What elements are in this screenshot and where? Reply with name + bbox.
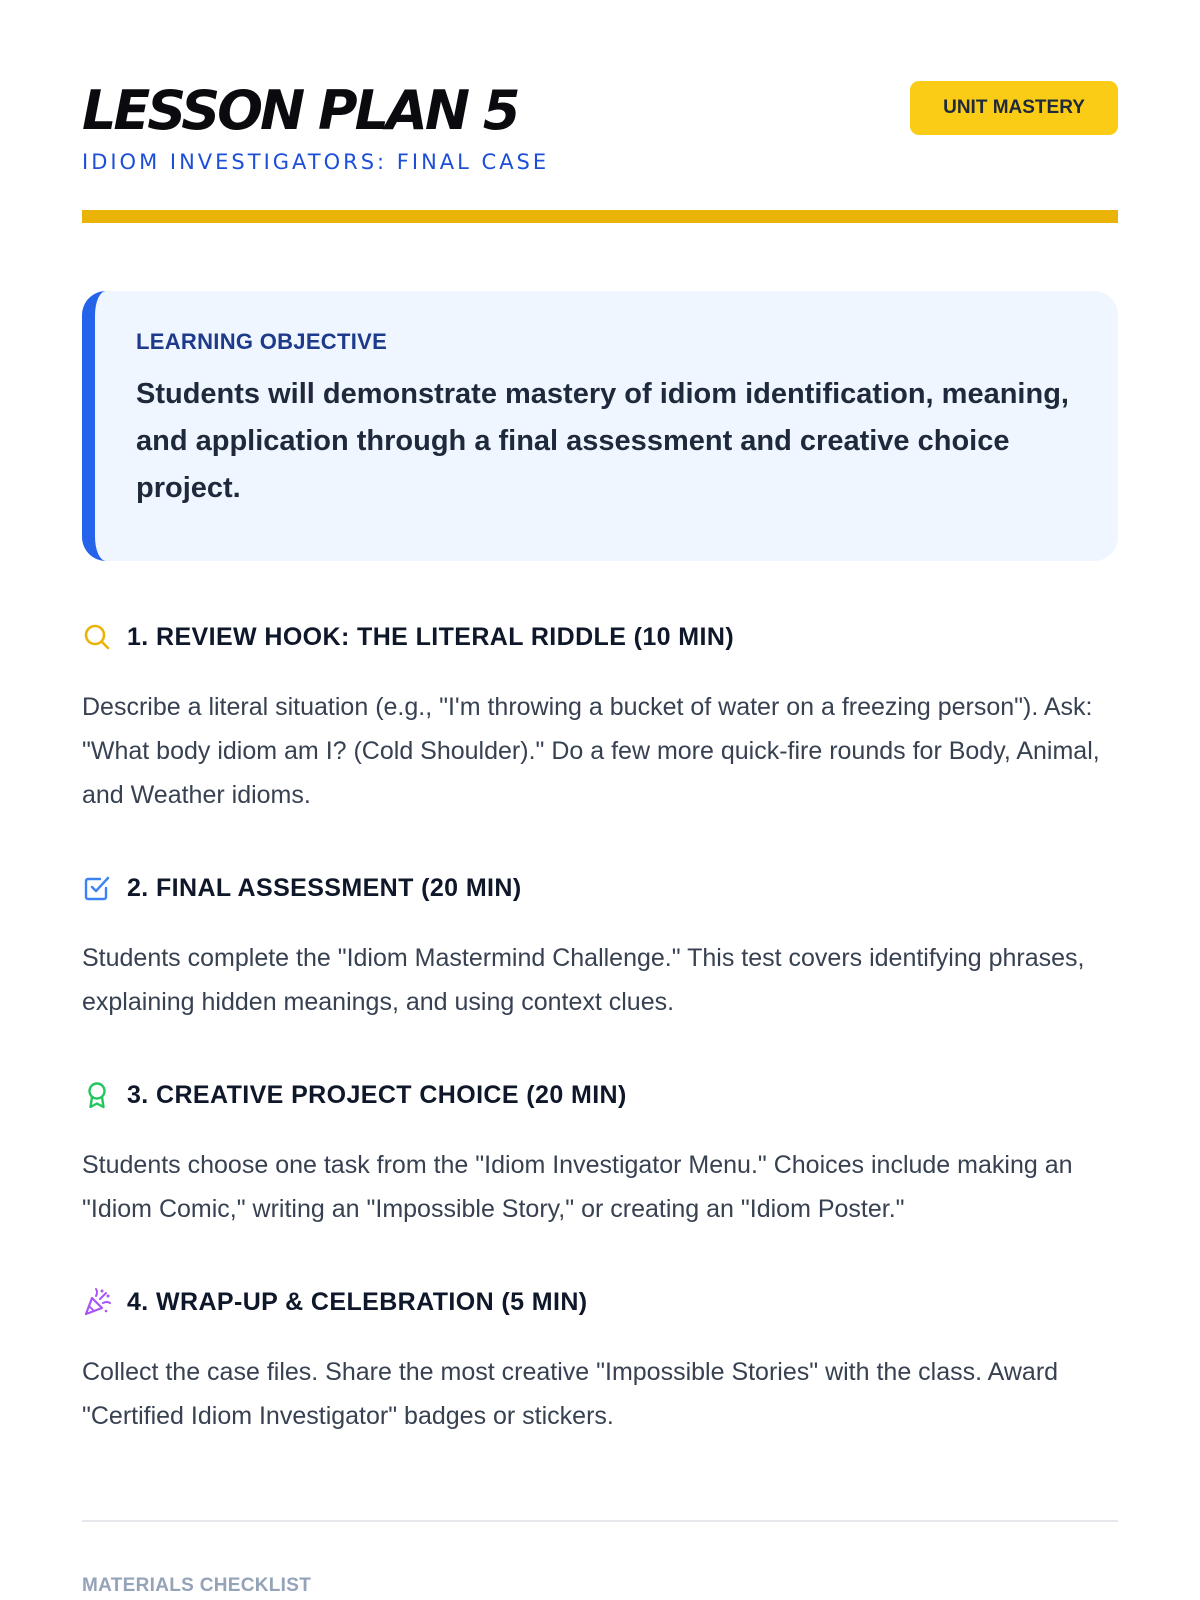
party-popper-icon <box>82 1287 112 1317</box>
objective-label: LEARNING OBJECTIVE <box>136 329 388 354</box>
page-title: LESSON PLAN 5 <box>82 79 518 142</box>
step-header <box>82 1075 1118 1115</box>
learning-objective-card <box>82 291 1118 561</box>
step-review-hook <box>82 617 1118 817</box>
award-icon <box>82 1080 112 1110</box>
step-title: 4. WRAP-UP & CELEBRATION (5 MIN) <box>127 1287 588 1316</box>
step-header <box>82 1282 1118 1322</box>
step-header <box>82 868 1118 908</box>
step-title: 2. FINAL ASSESSMENT (20 MIN) <box>127 873 522 902</box>
step-body: Students choose one task from the "Idiom Investigator Menu." Choices include making an "Idiom Comic," writing an "Impossible Story," or creating an "Idiom Poster." <box>82 1151 1073 1223</box>
step-creative-project <box>82 1075 1118 1231</box>
step-body: Describe a literal situation (e.g., "I'm throwing a bucket of water on a freezing person"). Ask: "What body idiom am I? (Cold Shoulder)." Do a few more quick-fire rounds for Body, Animal, and Weather idioms. <box>82 693 1100 809</box>
section-divider <box>82 1520 1118 1522</box>
checkbox-icon <box>82 873 112 903</box>
step-title: 3. CREATIVE PROJECT CHOICE (20 MIN) <box>127 1080 627 1109</box>
step-body: Students complete the "Idiom Mastermind Challenge." This test covers identifying phrases, explaining hidden meanings, and using context clues. <box>82 944 1085 1016</box>
step-wrap-up <box>82 1282 1118 1438</box>
page-subtitle: IDIOM INVESTIGATORS: FINAL CASE <box>82 150 550 174</box>
step-header <box>82 617 1118 657</box>
step-final-assessment <box>82 868 1118 1024</box>
objective-text: Students will demonstrate mastery of idiom identification, meaning, and application through a final assessment and creative choice project. <box>136 378 1069 504</box>
header-rule <box>82 210 1118 223</box>
materials-checklist-label: MATERIALS CHECKLIST <box>82 1575 312 1596</box>
step-body: Collect the case files. Share the most creative "Impossible Stories" with the class. Award "Certified Idiom Investigator" badges or stickers. <box>82 1358 1059 1430</box>
step-title: 1. REVIEW HOOK: THE LITERAL RIDDLE (10 MIN) <box>127 622 735 651</box>
page-header <box>82 0 1118 224</box>
unit-mastery-badge: UNIT MASTERY <box>910 81 1118 135</box>
search-icon <box>82 622 112 652</box>
